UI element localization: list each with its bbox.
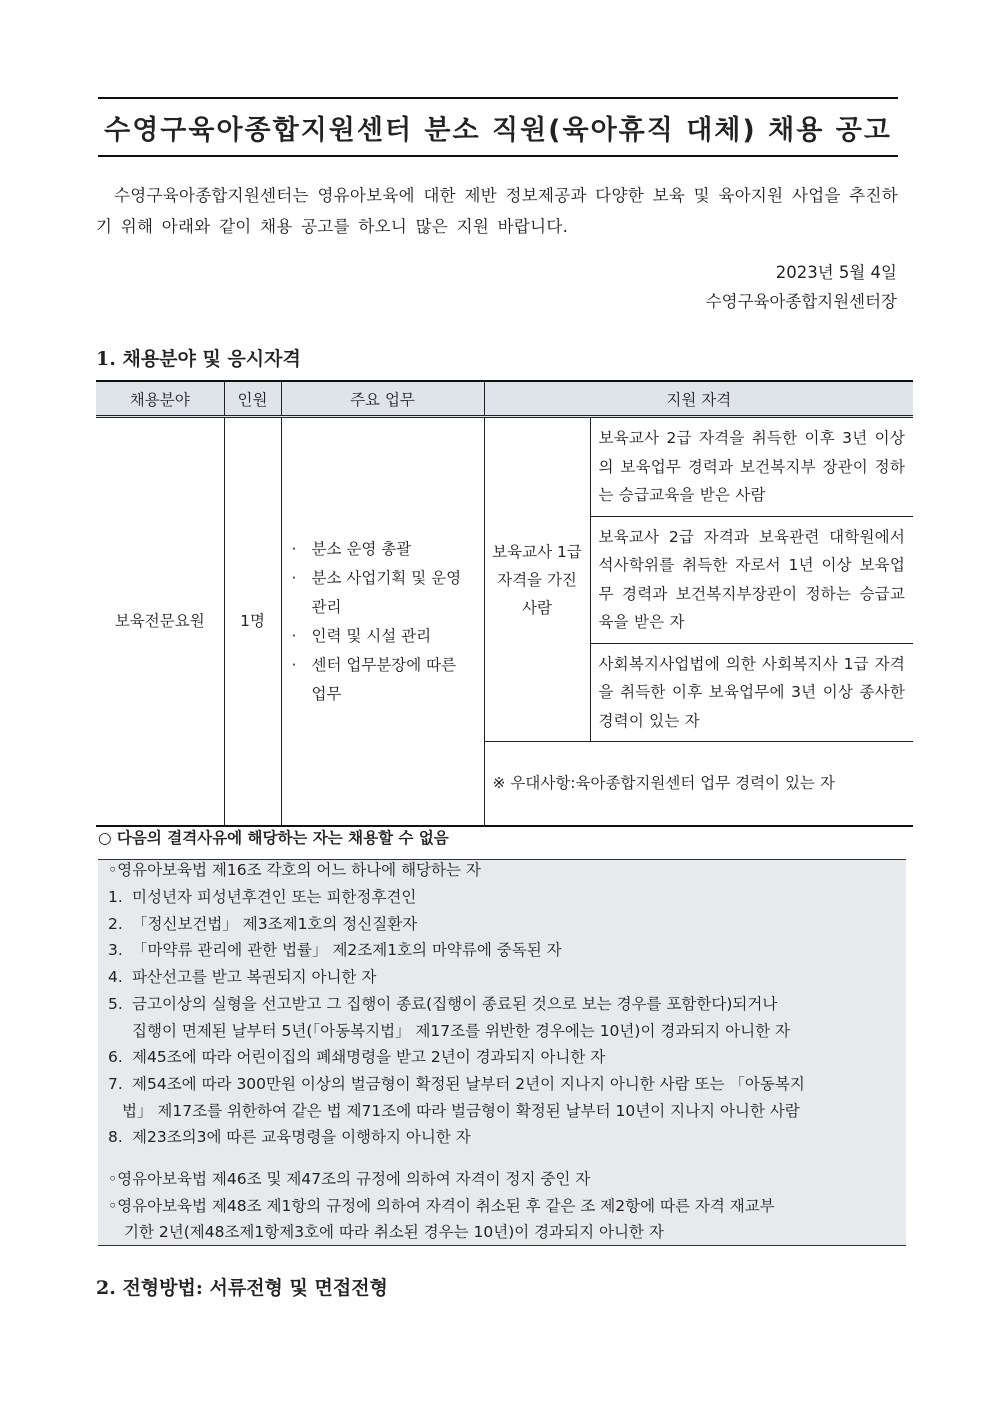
duty-text: 인력 및 시설 관리: [311, 626, 432, 645]
item-number: 6.: [108, 1048, 123, 1066]
list-item: [108, 937, 898, 964]
disqualification-extra-1: ◦영유아보육법 제46조 및 제47조의 규정에 의하여 자격이 정지 중인 자: [108, 1170, 591, 1188]
item-number: 3.: [108, 941, 123, 959]
item-text-continued: 법」 제17조를 위한하여 같은 법 제71조에 따라 벌금형이 확정된 날부터 10년이 지나지 아니한 사람: [122, 1102, 800, 1120]
disqualification-extra-2-continued: 기한 2년(제48조제1항제3호에 따라 취소된 경우는 10년)이 경과되지 아니한 자: [124, 1223, 664, 1241]
duties-cell: [281, 417, 484, 827]
notice-signer: 수영구육아종합지원센터장: [705, 292, 897, 311]
recruitment-table: [96, 380, 913, 827]
page-title: 수영구육아종합지원센터 분소 직원(육아휴직 대체) 채용 공고: [104, 114, 892, 146]
bullet-dot: ·: [291, 539, 297, 558]
notice-date: 2023년 5월 4일: [775, 263, 897, 282]
bullet-dot: ·: [291, 626, 297, 645]
item-text: 제54조에 따라 300만원 이상의 벌금형이 확정된 날부터 2년이 지나지 아니한 사람 또는 「아동복지: [132, 1075, 805, 1093]
list-item: [290, 622, 476, 651]
header-field: 채용분야: [96, 381, 224, 417]
item-number: 1.: [108, 888, 123, 906]
bullet-dot: ·: [291, 655, 297, 674]
title-box: [98, 97, 898, 157]
duty-text: 분소 운영 총괄: [311, 539, 412, 558]
list-item: [290, 535, 476, 564]
duties-list: [290, 535, 476, 709]
item-text: 제23조의3에 따른 교육명령을 이행하지 아니한 자: [132, 1128, 471, 1146]
item-text: 「정신보건법」 제3조제1호의 정신질환자: [132, 915, 418, 933]
duty-text: 센터 업무분장에 따른 업무: [311, 655, 457, 703]
table-header-row: [96, 381, 913, 417]
list-item: [108, 964, 898, 991]
item-number: 2.: [108, 915, 123, 933]
preference-cell: ※ 우대사항:육아종합지원센터 업무 경력이 있는 자: [484, 742, 913, 827]
bullet-dot: ·: [291, 568, 297, 587]
list-item: [108, 1044, 898, 1071]
qualification-detail-cell: 사회복지사업법에 의한 사회복지사 1급 자격을 취득한 이후 보육업무에 3년 이상 종사한 경력이 있는 자: [590, 643, 913, 742]
duty-text: 분소 사업기획 및 운영관리: [311, 568, 462, 616]
list-item: [108, 1124, 898, 1151]
header-count: 인원: [224, 381, 281, 417]
list-item: [108, 911, 898, 938]
list-item: [290, 564, 476, 622]
item-text: 파산선고를 받고 복권되지 아니한 자: [132, 968, 377, 986]
disqualification-extra-2: ◦영유아보육법 제48조 제1항의 규정에 의하여 자격이 취소된 후 같은 조 제2항에 따른 자격 재교부: [108, 1197, 775, 1215]
header-duties: 주요 업무: [281, 381, 484, 417]
list-item: [108, 991, 898, 1045]
item-text: 금고이상의 실형을 선고받고 그 집행이 종료(집행이 종료된 것으로 보는 경우를 포함한다)되거나: [132, 995, 778, 1013]
table-row: [96, 417, 913, 517]
field-cell: 보육전문요원: [96, 417, 224, 827]
section1-heading: 1. 채용분야 및 응시자격: [96, 348, 301, 370]
item-text: 제45조에 따라 어린이집의 폐쇄명령을 받고 2년이 경과되지 아니한 자: [132, 1048, 606, 1066]
item-text: 미성년자 피성년후견인 또는 피한정후견인: [132, 888, 417, 906]
item-number: 5.: [108, 995, 123, 1013]
disqualification-heading: ○ 다음의 결격사유에 해당하는 자는 채용할 수 없음: [98, 829, 449, 847]
item-text-continued: 집행이 면제된 날부터 5년(「아동복지법」 제17조를 위반한 경우에는 10년)이 경과되지 아니한 자: [132, 1022, 790, 1040]
qualification-detail-cell: 보육교사 2급 자격과 보육관련 대학원에서 석사학위를 취득한 자로서 1년 이상 보육업무 경력과 보건복지부장관이 정하는 승급교육을 받은 자: [590, 516, 913, 643]
intro-paragraph: 수영구육아종합지원센터는 영유아보육에 대한 제반 정보제공과 다양한 보육 및 육아지원 사업을 추진하기 위해 아래와 같이 채용 공고를 하오니 많은 지원 바랍니다.: [96, 186, 898, 236]
item-number: 8.: [108, 1128, 123, 1146]
count-cell: 1명: [224, 417, 281, 827]
item-number: 4.: [108, 968, 123, 986]
list-item: [108, 884, 898, 911]
qualification-detail-cell: 보육교사 2급 자격을 취득한 이후 3년 이상의 보육업무 경력과 보건복지부 장관이 정하는 승급교육을 받은 사람: [590, 417, 913, 517]
item-text: 「마약류 관리에 관한 법률」 제2조제1호의 마약류에 중독된 자: [132, 941, 562, 959]
section2-heading: 2. 전형방법: 서류전형 및 면접전형: [96, 1277, 388, 1299]
list-item: [108, 1071, 898, 1125]
disqualification-intro: ◦영유아보육법 제16조 각호의 어느 하나에 해당하는 자: [108, 861, 481, 879]
qualification-category-cell: 보육교사 1급 자격을 가진 사람: [484, 417, 590, 742]
list-item: [290, 651, 476, 709]
item-number: 7.: [108, 1075, 123, 1093]
disqualification-box: [98, 859, 906, 1246]
header-qualification: 지원 자격: [484, 381, 913, 417]
